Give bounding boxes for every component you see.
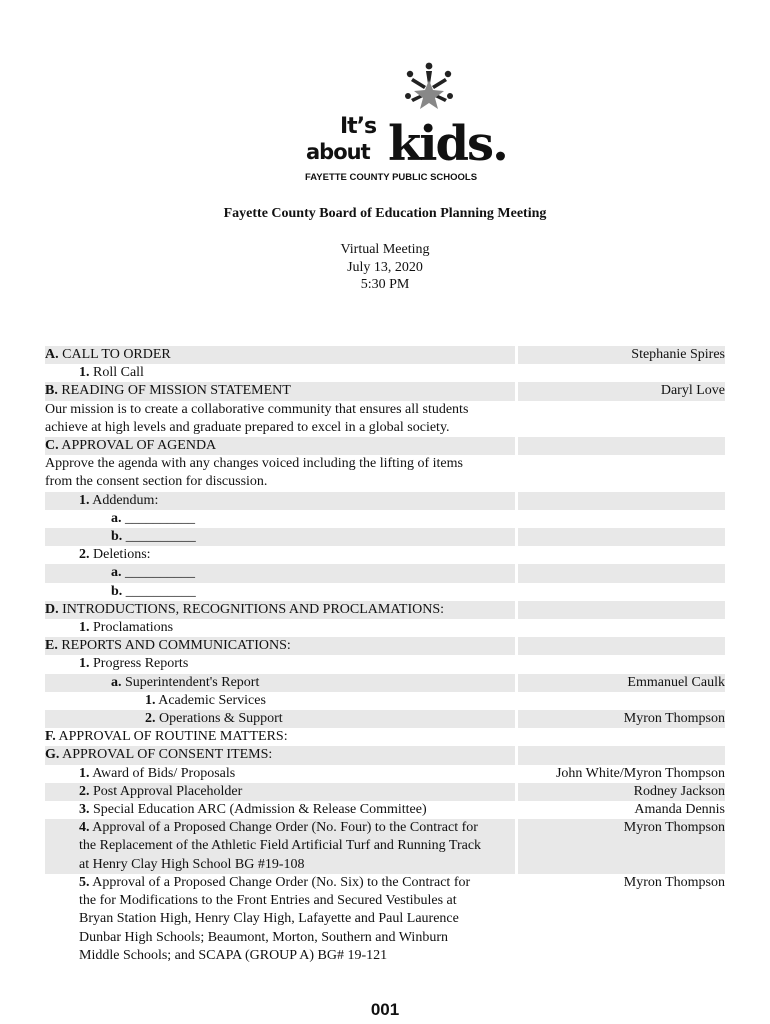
agenda-row [45,528,725,546]
mission-line: achieve at high levels and graduate prepared to excel in a global society. [45,419,450,435]
agenda-row [45,819,725,837]
agenda-row [45,874,725,892]
item-text: APPROVAL OF ROUTINE MATTERS: [58,729,288,745]
item-text: Addendum: [92,492,159,508]
presenter: Myron Thompson [518,819,725,837]
item-number: 1. [79,620,90,636]
item-text: Roll Call [93,365,144,381]
agenda-row [45,947,725,965]
item-text: Middle Schools; and SCAPA (GROUP A) BG# 19-121 [79,947,388,963]
item-text: READING OF MISSION STATEMENT [61,383,291,399]
item-letter: G. [45,747,60,763]
logo-its-text: It’s [340,114,377,139]
item-text: APPROVAL OF CONSENT ITEMS: [62,747,273,763]
agenda-row [45,455,725,473]
presenter: Rodney Jackson [518,783,725,801]
item-number: 1. [79,365,90,381]
item-text: APPROVAL OF AGENDA [61,438,217,454]
logo-subtitle: FAYETTE COUNTY PUBLIC SCHOOLS [305,172,478,183]
item-number: a. [111,674,122,690]
item-text: REPORTS AND COMMUNICATIONS: [61,638,291,654]
agenda-row [45,346,725,364]
item-number: b. [111,529,123,545]
item-number: 1. [145,692,156,708]
item-number: 5. [79,874,90,890]
blank-line: __________ [125,565,195,581]
agenda-row [45,856,725,874]
agenda-list [45,346,725,965]
item-text: the Replacement of the Athletic Field Artificial Turf and Running Track [45,837,515,855]
agenda-row [45,492,725,510]
agenda-row [45,746,725,764]
meeting-type: Virtual Meeting [340,242,430,257]
item-number: 2. [79,783,90,799]
star-figures-icon [400,62,458,114]
item-text: INTRODUCTIONS, RECOGNITIONS AND PROCLAMATIONS: [62,601,445,617]
meeting-time: 5:30 PM [360,277,410,292]
logo-kids-text: kids. [388,116,507,172]
page-number: 001 [370,1000,400,1019]
item-number: 4. [79,820,90,836]
item-number: 1. [79,492,90,508]
presenter: Emmanuel Caulk [518,674,725,692]
item-letter: F. [45,729,56,745]
item-text: Superintendent's Report [125,674,260,690]
item-letter: C. [45,438,59,454]
item-text: Proclamations [93,620,174,636]
blank-line: __________ [125,529,196,545]
agenda-row [45,401,725,419]
item-number: 2. [145,711,156,727]
item-number: 3. [79,802,90,818]
agenda-row [45,564,725,582]
item-letter: D. [45,601,59,617]
item-letter: E. [45,638,58,654]
agenda-row [45,364,725,382]
agenda-row [45,765,725,783]
item-text: Operations & Support [159,711,283,727]
meeting-title: Fayette County Board of Education Planning Meeting [223,206,547,221]
agenda-row [45,692,725,710]
agenda-row [45,783,725,801]
item-number: 1. [79,765,90,781]
item-text: Deletions: [93,547,151,563]
item-number: a. [111,510,122,526]
agenda-row [45,837,725,855]
item-number: 2. [79,547,90,563]
item-text: Dunbar High Schools; Beaumont, Morton, Southern and Winburn [79,929,448,945]
item-number: a. [111,565,122,581]
agenda-row [45,382,725,400]
agenda-row [45,655,725,673]
item-text: Award of Bids/ Proposals [92,765,236,781]
presenter: John White/Myron Thompson [555,765,725,781]
agenda-row [45,637,725,655]
item-text: Bryan Station High, Henry Clay High, Lafayette and Paul Laurence [79,911,459,927]
item-text: Progress Reports [93,656,189,672]
mission-line: Our mission is to create a collaborative community that ensures all students [45,401,469,417]
agenda-row [45,619,725,637]
agenda-row [45,419,725,437]
presenter: Myron Thompson [623,874,725,890]
item-letter: B. [45,383,58,399]
blank-line: __________ [125,583,196,599]
agenda-row [45,601,725,619]
presenter: Amanda Dennis [634,802,725,818]
district-logo [300,62,507,187]
agenda-row [45,583,725,601]
item-description: from the consent section for discussion. [45,474,268,490]
item-number: 1. [79,656,90,672]
item-text: Post Approval Placeholder [93,783,243,799]
item-text: Special Education ARC (Admission & Release Committee) [93,802,427,818]
agenda-row [45,710,725,728]
item-description: Approve the agenda with any changes voiced including the lifting of items [45,456,463,472]
meeting-date: July 13, 2020 [347,260,423,275]
item-text: Approval of a Proposed Change Order (No. Six) to the Contract for [92,874,471,890]
item-text: the for Modifications to the Front Entries and Secured Vestibules at [79,893,457,909]
agenda-row [45,801,725,819]
item-text: Approval of a Proposed Change Order (No. Four) to the Contract for [92,820,478,836]
agenda-row [45,546,725,564]
agenda-row [45,510,725,528]
item-text: Academic Services [158,692,266,708]
agenda-row [45,910,725,928]
item-text: CALL TO ORDER [62,347,171,362]
agenda-row [45,674,725,692]
presenter: Stephanie Spires [518,346,725,364]
item-number: b. [111,583,123,599]
agenda-row [45,892,725,910]
logo-about-text: about [306,140,370,164]
agenda-row [45,728,725,746]
agenda-row [45,473,725,491]
agenda-row [45,437,725,455]
presenter: Daryl Love [518,382,725,400]
blank-line: __________ [125,510,195,526]
item-letter: A. [45,347,59,362]
item-text: at Henry Clay High School BG #19-108 [45,856,515,874]
agenda-row [45,929,725,947]
presenter: Myron Thompson [518,710,725,728]
